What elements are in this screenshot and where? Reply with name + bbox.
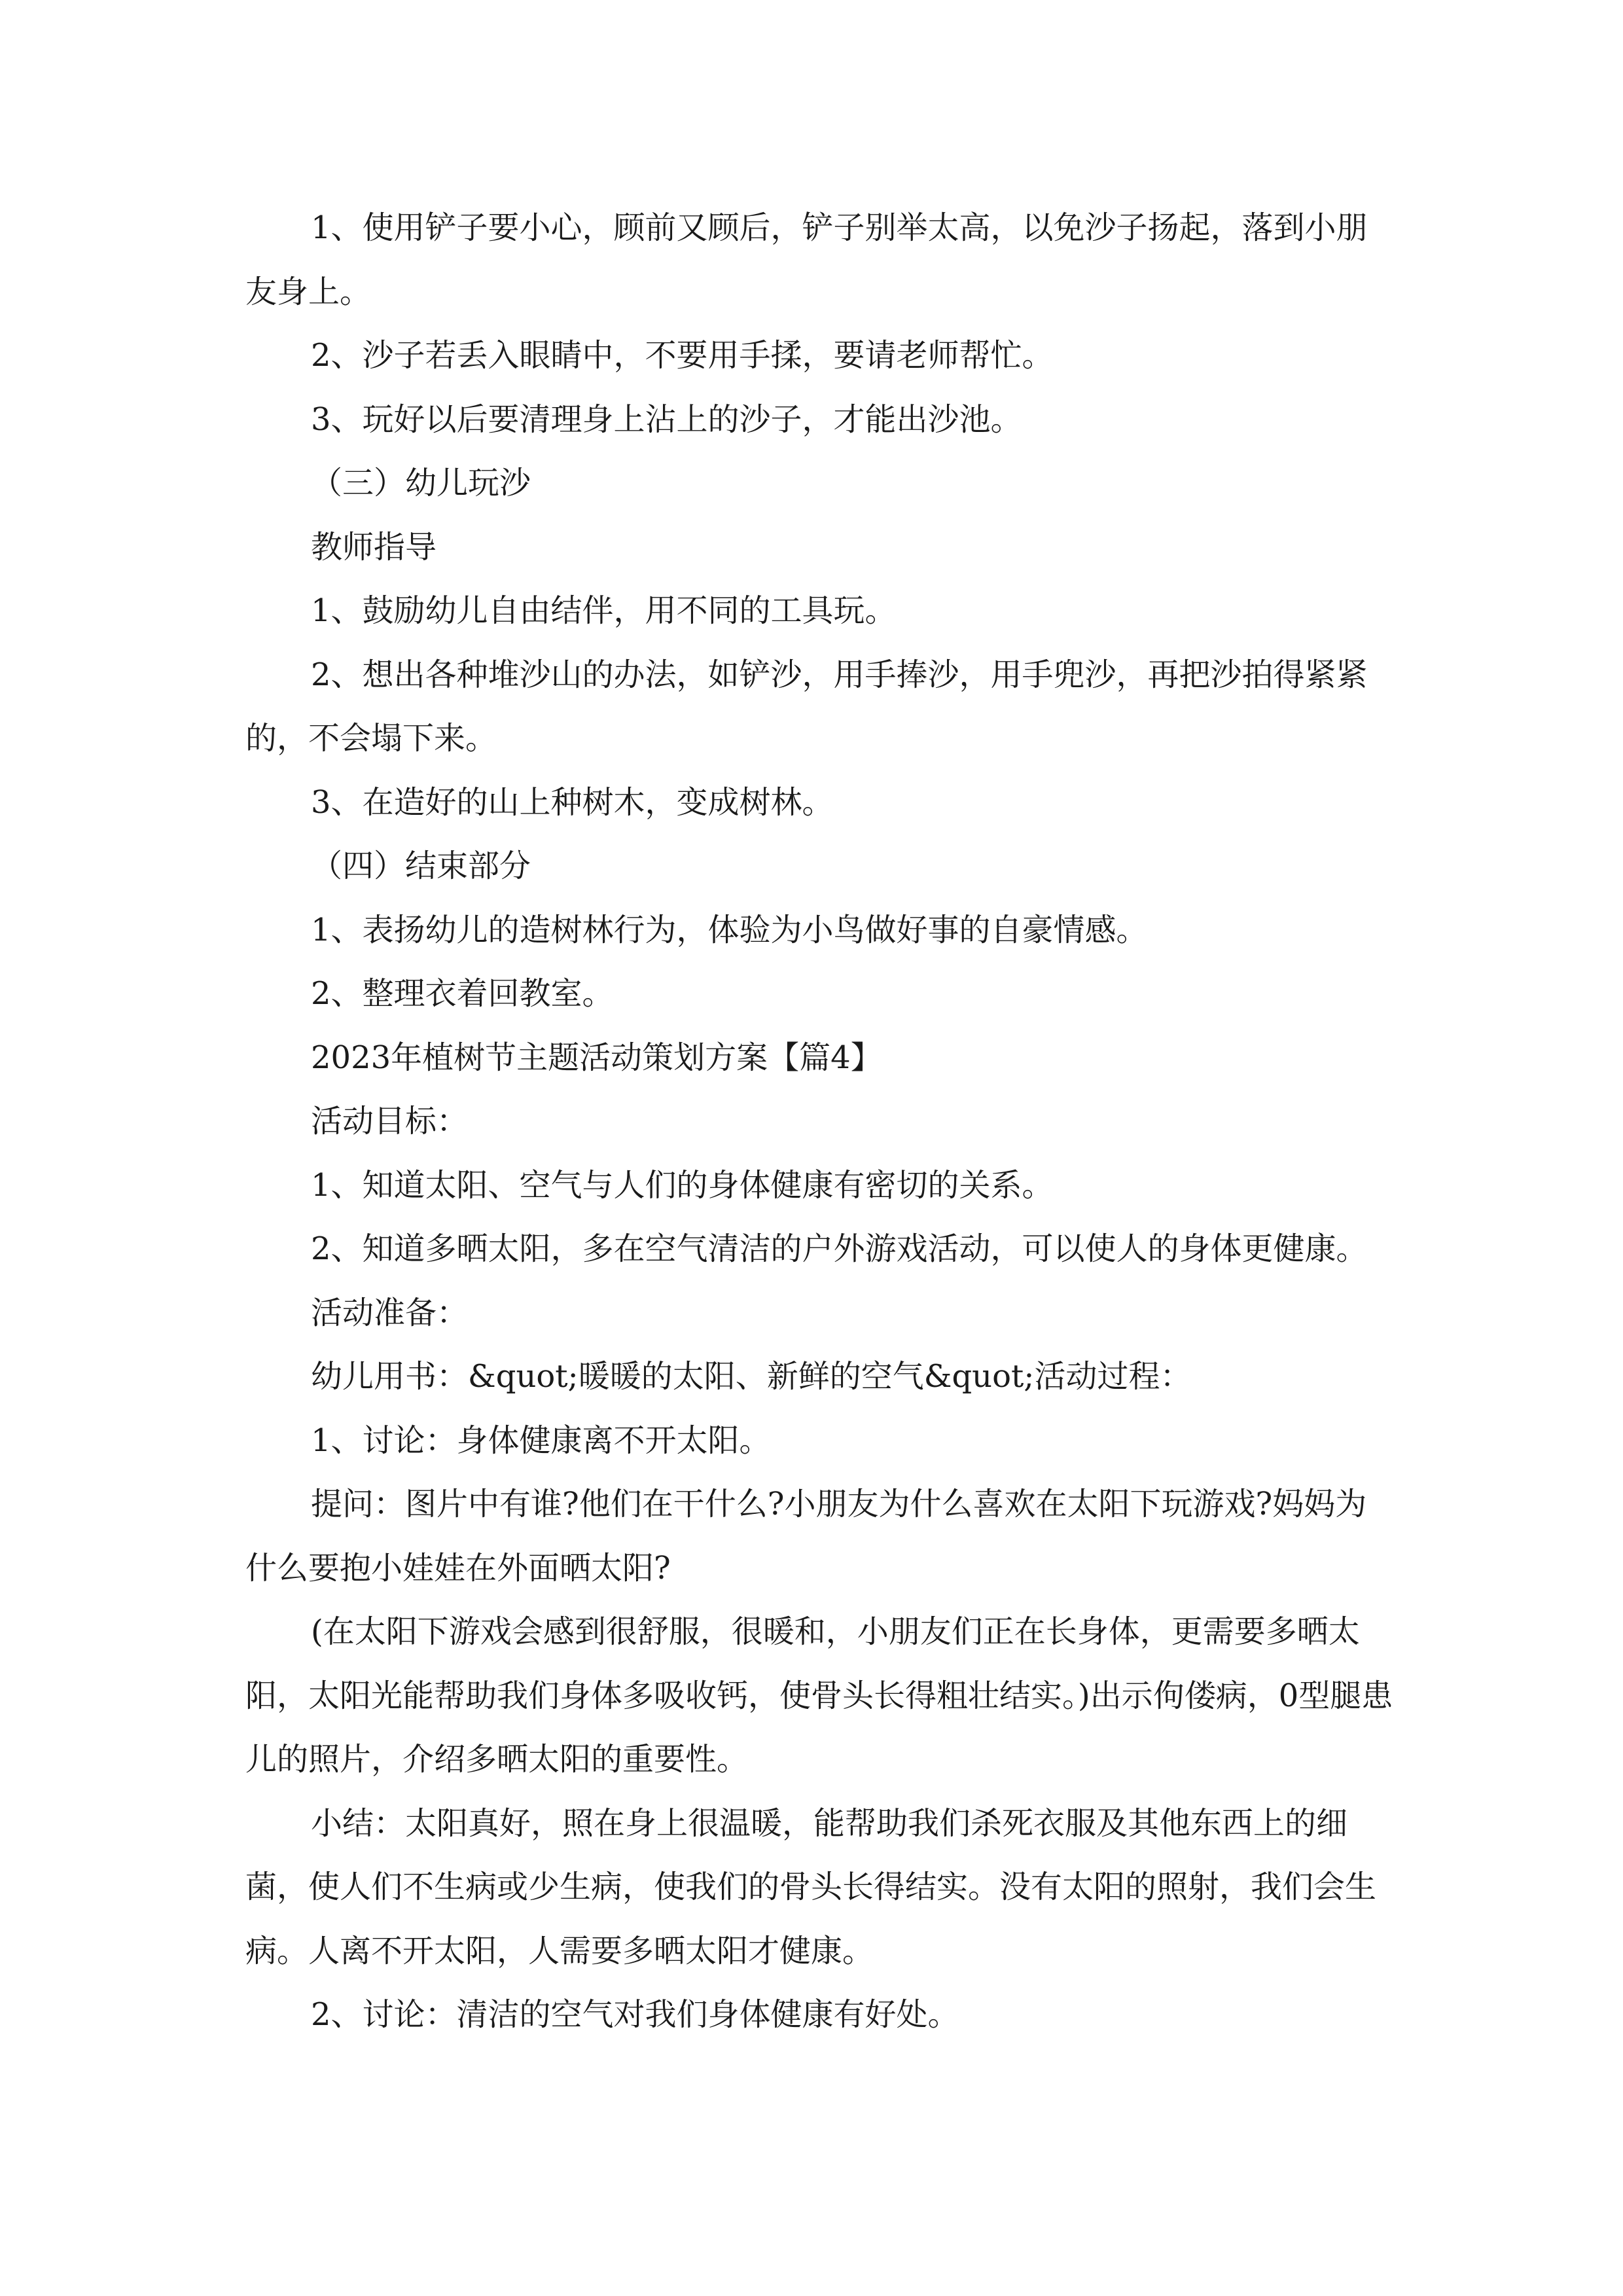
- paragraph: 3、在造好的山上种树木，变成树林。: [311, 783, 834, 821]
- paragraph: 2、沙子若丢入眼睛中，不要用手揉，要请老师帮忙。: [311, 337, 1054, 374]
- document-body: [245, 196, 1397, 2047]
- paragraph: 1、使用铲子要小心，顾前又顾后，铲子别举太高，以免沙子扬起，落到小朋友身上。: [245, 209, 1368, 310]
- paragraph: 1、鼓励幼儿自由结伴，用不同的工具玩。: [311, 592, 897, 629]
- paragraph: 3、玩好以后要清理身上沾上的沙子，才能出沙池。: [311, 401, 1022, 438]
- subheading: 教师指导: [311, 528, 437, 565]
- paragraph: 1、表扬幼儿的造树林行为，体验为小鸟做好事的自豪情感。: [311, 911, 1148, 948]
- section-heading: （四）结束部分: [311, 848, 531, 884]
- paragraph: 2、整理衣着回教室。: [311, 975, 614, 1012]
- paragraph: (在太阳下游戏会感到很舒服，很暖和，小朋友们正在长身体，更需要多晒太阳，太阳光能帮助我们身体多吸收钙，使骨头长得粗壮结实。)出示佝偻病，0型腿患儿的照片，介绍多晒太阳的重要性。: [245, 1613, 1393, 1778]
- subheading: 活动准备：: [311, 1294, 469, 1331]
- paragraph: 1、讨论：身体健康离不开太阳。: [311, 1422, 771, 1459]
- paragraph: 小结：太阳真好，照在身上很温暖，能帮助我们杀死衣服及其他东西上的细菌，使人们不生病或少生病，使我们的骨头长得结实。没有太阳的照射，我们会生病。人离不开太阳，人需要多晒太阳才健康。: [245, 1804, 1377, 1969]
- plan-title: 2023年植树节主题活动策划方案【篇4】: [311, 1039, 882, 1076]
- section-heading: （三）幼儿玩沙: [311, 465, 531, 501]
- subheading: 活动目标：: [311, 1103, 469, 1139]
- paragraph: 幼儿用书：&quot;暖暖的太阳、新鲜的空气&quot;活动过程：: [311, 1358, 1192, 1395]
- paragraph: 2、知道多晒太阳，多在空气清洁的户外游戏活动，可以使人的身体更健康。: [311, 1230, 1368, 1267]
- paragraph: 提问：图片中有谁?他们在干什么?小朋友为什么喜欢在太阳下玩游戏?妈妈为什么要抱小娃娃在外面晒太阳?: [245, 1486, 1367, 1587]
- paragraph: 2、讨论：清洁的空气对我们身体健康有好处。: [311, 1996, 959, 2033]
- paragraph: 2、想出各种堆沙山的办法，如铲沙，用手捧沙，用手兜沙，再把沙拍得紧紧的，不会塌下来。: [245, 656, 1368, 757]
- paragraph: 1、知道太阳、空气与人们的身体健康有密切的关系。: [311, 1166, 1054, 1204]
